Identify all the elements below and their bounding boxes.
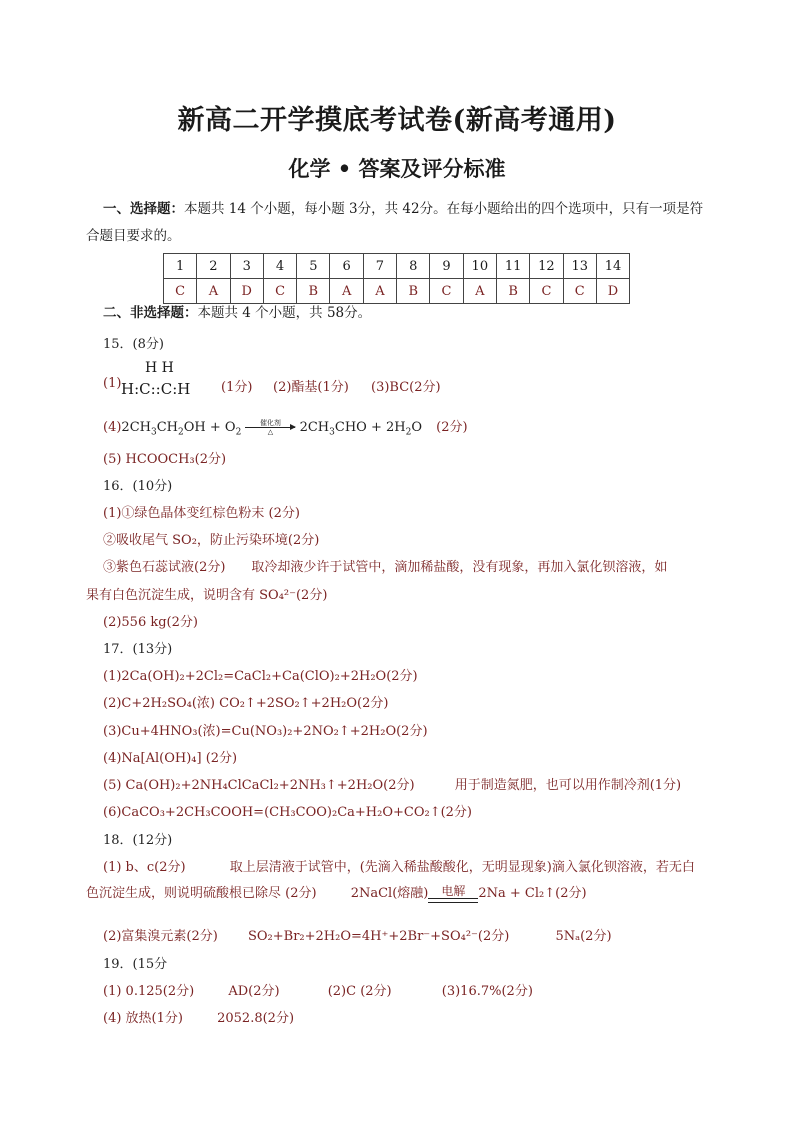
q17-header: 17．(13分) <box>103 642 173 657</box>
answer-cell: C <box>430 279 463 304</box>
page-title: 新高二开学摸底考试卷(新高考通用) <box>177 105 617 136</box>
q17-line3: (3)Cu+4HNO₃(浓)=Cu(NO₃)₂+2NO₂↑+2H₂O(2分) <box>103 724 428 739</box>
q15-p4-equation-right: $2CH_3CHO + 2H_2O$ <box>299 420 422 438</box>
question-number-cell: 3 <box>230 254 263 279</box>
question-number-cell: 9 <box>430 254 463 279</box>
question-number-cell: 10 <box>463 254 496 279</box>
q17-line5-equation: (5) Ca(OH)₂+2NH₄ClCaCl₂+2NH₃↑+2H₂O(2分) <box>103 778 415 793</box>
lewis-top: H H <box>145 360 174 376</box>
answer-cell: D <box>596 279 629 304</box>
q18-line1-answer: (1) b、c(2分) <box>103 860 186 875</box>
electrolysis-equals <box>428 898 478 903</box>
section2-heading: 二、非选择题： <box>103 305 198 321</box>
answer-cell: A <box>463 279 496 304</box>
q18-line3-c: 5Nₐ(2分) <box>555 929 612 944</box>
q15-p1-label: (1) <box>103 376 122 391</box>
q15-p5: (5) HCOOCH₃(2分) <box>103 452 227 467</box>
lewis-bottom: H:C::C:H <box>121 380 191 398</box>
answer-cell: B <box>397 279 430 304</box>
q18-line3 <box>103 925 612 944</box>
q15-p2: (2)酯基(1分) <box>273 380 349 395</box>
section1-heading: 一、选择题： <box>103 201 184 217</box>
q15-p4-label: (4) <box>103 420 122 435</box>
q19-line1-c: (2)C (2分) <box>327 984 392 999</box>
q16-line4: 果有白色沉淀生成，说明含有 SO₄²⁻(2分) <box>86 588 328 603</box>
q15-p4-equation-left: $2CH_3CH_2OH + O_2$ <box>121 420 242 438</box>
answer-table <box>163 253 630 304</box>
q19-line2-a: (4) 放热(1分) <box>103 1011 183 1026</box>
section1-intro <box>103 196 723 223</box>
q16-line1: (1)①绿色晶体变红棕色粉末 (2分) <box>103 506 300 521</box>
question-number-cell: 2 <box>197 254 230 279</box>
answer-cell: C <box>263 279 296 304</box>
section2-intro <box>103 300 371 327</box>
answer-cell: C <box>164 279 197 304</box>
question-number-cell: 7 <box>363 254 396 279</box>
q18-line1 <box>103 856 695 875</box>
q15-p1-score: (1分) <box>221 380 253 395</box>
electrolysis-sign <box>428 884 478 903</box>
q15-header: 15．(8分) <box>103 337 164 352</box>
q18-electrolysis-left: 2NaCl(熔融) <box>350 886 429 901</box>
q19-line1-b: AD(2分) <box>228 984 280 999</box>
catalyst-arrow <box>245 419 295 436</box>
answer-cell: A <box>363 279 396 304</box>
arrow-top-label: 催化剂 <box>259 419 281 427</box>
page-subtitle: 化学 • 答案及评分标准 <box>288 156 506 181</box>
answer-cell: A <box>197 279 230 304</box>
q18-line3-a: (2)富集溴元素(2分) <box>103 929 218 944</box>
q19-header: 19．(15分 <box>103 957 168 972</box>
q18-line1-explanation: 取上层清液于试管中，(先滴入稀盐酸酸化，无明显现象)滴入氯化钡溶液，若无白 <box>229 860 695 875</box>
question-number-cell: 12 <box>530 254 563 279</box>
electrolysis-label: 电解 <box>441 884 466 898</box>
q15-p4-score: (2分) <box>436 420 468 435</box>
question-number-cell: 14 <box>596 254 629 279</box>
q17-line6: (6)CaCO₃+2CH₃COOH=(CH₃COO)₂Ca+H₂O+CO₂↑(2分) <box>103 805 473 820</box>
q16-line2: ②吸收尾气 SO₂，防止污染环境(2分) <box>103 533 320 548</box>
q19-line2-b: 2052.8(2分) <box>217 1011 295 1026</box>
q19-line1 <box>103 980 533 999</box>
arrow-bottom-label: △ <box>267 428 274 436</box>
q18-line2-text: 色沉淀生成，则说明硫酸根已除尽 (2分) <box>86 886 317 901</box>
question-number-cell: 4 <box>263 254 296 279</box>
answer-cell: C <box>563 279 596 304</box>
q17-line4: (4)Na[Al(OH)₄] (2分) <box>103 751 238 766</box>
question-number-cell: 11 <box>496 254 529 279</box>
answer-cell: D <box>230 279 263 304</box>
q17-line1: (1)2Ca(OH)₂+2Cl₂=CaCl₂+Ca(ClO)₂+2H₂O(2分) <box>103 669 418 684</box>
answer-table-number-row <box>164 254 630 279</box>
question-number-cell: 6 <box>330 254 363 279</box>
q17-line5 <box>103 774 681 793</box>
answer-cell: A <box>330 279 363 304</box>
section1-text-line2: 合题目要求的。 <box>86 228 181 244</box>
q19-line1-d: (3)16.7%(2分) <box>441 984 533 999</box>
question-number-cell: 1 <box>164 254 197 279</box>
q15-p3: (3)BC(2分) <box>371 380 441 395</box>
answer-cell: B <box>297 279 330 304</box>
question-number-cell: 8 <box>397 254 430 279</box>
arrow-line <box>245 427 295 428</box>
section1-text-line1: 本题共 14 个小题，每小题 3分，共 42分。在每小题给出的四个选项中，只有一项是符 <box>184 201 704 217</box>
answer-cell: C <box>530 279 563 304</box>
q15-line4 <box>103 416 468 438</box>
question-number-cell: 13 <box>563 254 596 279</box>
q18-header: 18．(12分) <box>103 833 173 848</box>
q17-line2: (2)C+2H₂SO₄(浓) CO₂↑+2SO₂↑+2H₂O(2分) <box>103 696 389 711</box>
q16-line5: (2)556 kg(2分) <box>103 615 198 630</box>
q18-electrolysis-right: 2Na + Cl₂↑(2分) <box>478 886 587 901</box>
q17-line5-usage: 用于制造氮肥，也可以用作制冷剂(1分) <box>454 778 682 793</box>
q19-line1-a: (1) 0.125(2分) <box>103 984 195 999</box>
q16-header: 16．(10分) <box>103 479 173 494</box>
section2-text: 本题共 4 个小题，共 58分。 <box>197 305 372 321</box>
q18-line3-b: SO₂+Br₂+2H₂O=4H⁺+2Br⁻+SO₄²⁻(2分) <box>247 929 510 944</box>
q18-line2 <box>86 882 587 903</box>
q19-line2 <box>103 1007 294 1026</box>
answer-cell: B <box>496 279 529 304</box>
q16-line3: ③紫色石蕊试液(2分) 取冷却液少许于试管中，滴加稀盐酸，没有现象，再加入氯化钡溶液，如 <box>103 560 668 575</box>
question-number-cell: 5 <box>297 254 330 279</box>
